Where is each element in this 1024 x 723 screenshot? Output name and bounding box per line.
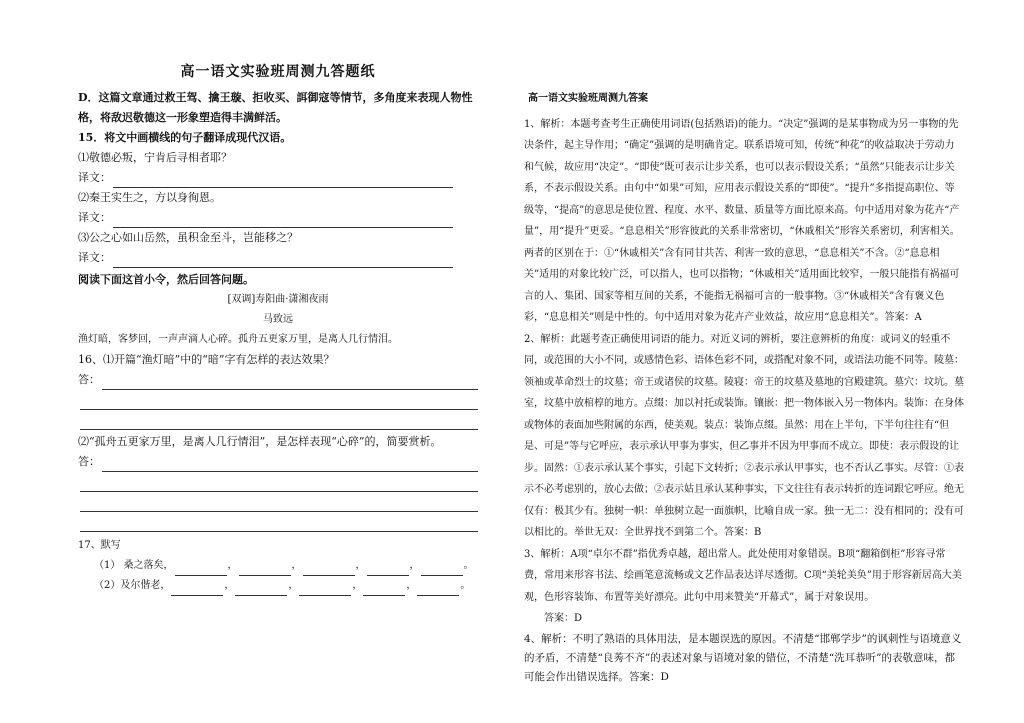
translation-label: 译文： [78, 251, 111, 264]
question-15-2: ⑵秦王实生之，方以身徇恩。 [78, 191, 221, 204]
translation-line-1[interactable] [113, 173, 453, 188]
poem-author: 马致远 [263, 314, 293, 325]
dictation-blank[interactable] [363, 583, 405, 596]
question-15-3: ⑶公之心如山岳然，虽积金至斗，岂能移之？ [78, 231, 298, 244]
translation-label: 译文： [78, 171, 111, 184]
reading-intro: 阅读下面这首小令，然后回答问题。 [78, 273, 254, 286]
answer-line[interactable] [80, 517, 478, 532]
answer-line[interactable] [80, 415, 478, 430]
comma: ， [224, 580, 235, 591]
comma: ， [352, 580, 363, 591]
question-16-1: 16、⑴开篇“渔灯暗”中的“暗”字有怎样的表达效果？ [78, 353, 335, 366]
answer-row [78, 390, 478, 410]
translation-line-3[interactable] [113, 253, 453, 268]
answer-line[interactable] [80, 395, 478, 410]
translation-row-1 [78, 168, 478, 188]
comma: ， [406, 580, 417, 591]
dictation-blank[interactable] [421, 563, 463, 576]
answer-row-16-2 [78, 452, 478, 472]
translation-line-2[interactable] [113, 213, 453, 228]
dictation-blank[interactable] [235, 583, 287, 596]
answer-line[interactable] [102, 375, 478, 390]
dictation-1 [94, 556, 478, 576]
answer-1: 1、解析：本题考查考生正确使用词语(包括熟语)的能力。“决定”强调的是某事物成为另一事物的先决条件，起主导作用；“确定”强调的是明确肯定。联系语境可知，传统“种花”的收益取决于劳动力和气候，故应用“决定”。“即使”既可表示让步关系，也可以表示假设关系；“虽然”只能表示让步关系，不表示假设关系。由句中“如果”可知，应用表示假设关系的“即使”。“提升”多指提高职位、等级等，“提高”的意思是使位置、程度、水平、数量、质量等方面比原来高。句中适用对象为花卉“产量”，用“提升”更妥。“息息相关”形容彼此的关系非常密切，“休戚相关”形容关系密切，利害相关。两者的区别在于：①“休戚相关”含有同甘共苦、利害一致的意思，“息息相关”不含。②“息息相关”适用的对象比较广泛，可以指人，也可以指物；“休戚相关”适用面比较窄，一般只能指有祸福可言的人、集团、国家等相互间的关系，不能指无祸福可言的一般事物。③“休戚相关”含有褒义色彩，“息息相关”则是中性的。句中适用对象为花卉产业效益，故应用“息息相关”。答案：A [524, 118, 960, 323]
answer-row [78, 492, 478, 512]
period: 。 [460, 580, 471, 591]
answer-key-title: 高一语文实验班周测九答案 [528, 93, 648, 104]
dictation-blank[interactable] [303, 563, 355, 576]
answer-key-column [524, 88, 964, 687]
period: 。 [463, 560, 474, 571]
dictation-blank[interactable] [175, 563, 227, 576]
comma: ， [227, 560, 238, 571]
question-16-2: ⑵“孤舟五更家万里，是离人几行情泪”，是怎样表现“心碎”的，简要赏析。 [78, 435, 442, 448]
comma: ， [291, 560, 302, 571]
translation-row-3 [78, 248, 478, 268]
answer-line[interactable] [80, 497, 478, 512]
dictation-blank[interactable] [239, 563, 291, 576]
answer-line[interactable] [80, 477, 478, 492]
question-15-1: ⑴敬德必叛，宁肯后寻相者耶？ [78, 151, 232, 164]
comma: ， [409, 560, 420, 571]
answer-label: 答： [78, 455, 100, 468]
dictation-blank[interactable] [417, 583, 459, 596]
answer-row [78, 410, 478, 430]
dictation-1-label: （1） 桑之落矣， [94, 560, 174, 571]
answer-row [78, 512, 478, 532]
translation-label: 译文： [78, 211, 111, 224]
dictation-2-label: （2）及尔偕老， [94, 580, 171, 591]
dictation-2 [94, 576, 478, 596]
question-15: 15．将文中画横线的句子翻译成现代汉语。 [78, 131, 292, 144]
answer-3: 3、解析：A项“卓尔不群”指优秀卓越，超出常人。此处使用对象错误。B项“翻箱倒柜”形容寻常费，常用来形容书法、绘画笔意流畅或文艺作品表达详尽透彻。C项“美轮美奂”用于形容新居高大美观，色形容装饰、布置等美好漂亮。此句中用来赞美“开幕式”，属于对象误用。 [524, 548, 962, 603]
answer-line[interactable] [102, 457, 478, 472]
answer-row-16-1 [78, 370, 478, 390]
answer-sheet-column [78, 62, 478, 596]
poem-text: 渔灯暗，客梦回，一声声滴人心碎。孤舟五更家万里，是离人几行情泪。 [78, 334, 398, 345]
answer-3-answer: 答案：D [544, 613, 583, 624]
comma: ， [355, 560, 366, 571]
answer-2: 2、解析：此题考查正确使用词语的能力。对近义词的辨析，要注意辨析的角度：或词义的轻重不同，或范围的大小不同，或感情色彩、语体色彩不同，或搭配对象不同，或语法功能不同等。陵墓：领袖或革命烈士的坟墓；帝王或诸侯的坟墓。陵寝：帝王的坟墓及墓地的宫殿建筑。墓穴：坟坑。墓室，坟墓中放棺椁的地方。点缀：加以衬托或装饰。镶嵌：把一物体嵌入另一物体内。装饰：在身体或物体的表面加些附属的东西，使美观。装点：装饰点缀。虽然：用在上半句，下半句往往有“但是、可是”等与它呼应，表示承认甲事为事实，但乙事并不因为甲事而不成立。即使：表示假设的让步。固然：①表示承认某个事实，引起下文转折；②表示承认甲事实，也不否认乙事实。尽管：①表示不必考虑别的，放心去做；②表示姑且承认某种事实，下文往往有表示转折的连词跟它呼应。绝无仅有：极其少有。独树一帜：单独树立起一面旗帜，比喻自成一家。独一无二：没有相同的；没有可以相比的。举世无双：全世界找不到第二个。答案：B [524, 333, 964, 538]
poem-title: [双调]寿阳曲·潇湘夜雨 [227, 294, 329, 305]
answer-row [78, 472, 478, 492]
answer-label: 答： [78, 373, 100, 386]
translation-row-2 [78, 208, 478, 228]
dictation-blank[interactable] [367, 563, 409, 576]
dictation-blank[interactable] [171, 583, 223, 596]
option-d-text: D．这篇文章通过救王驾、擒王璇、拒收买、誀御寇等情节，多角度来表现人物性格，将敌迟敬德这一形象塑造得丰满鲜活。 [78, 91, 473, 124]
dictation-blank[interactable] [299, 583, 351, 596]
comma: ， [288, 580, 299, 591]
answer-sheet-title: 高一语文实验班周测九答题纸 [180, 64, 376, 80]
question-17: 17、默写 [78, 540, 121, 551]
answer-4: 4、解析：不明了熟语的具体用法，是本题误选的原因。不清楚“邯郸学步”的讽刺性与语境意义的矛盾，不清楚“良莠不齐”的表述对象与语境对象的错位，不清楚“洗耳恭听”的表敬意味，都可能会作出错误选择。答案：D [524, 632, 962, 683]
